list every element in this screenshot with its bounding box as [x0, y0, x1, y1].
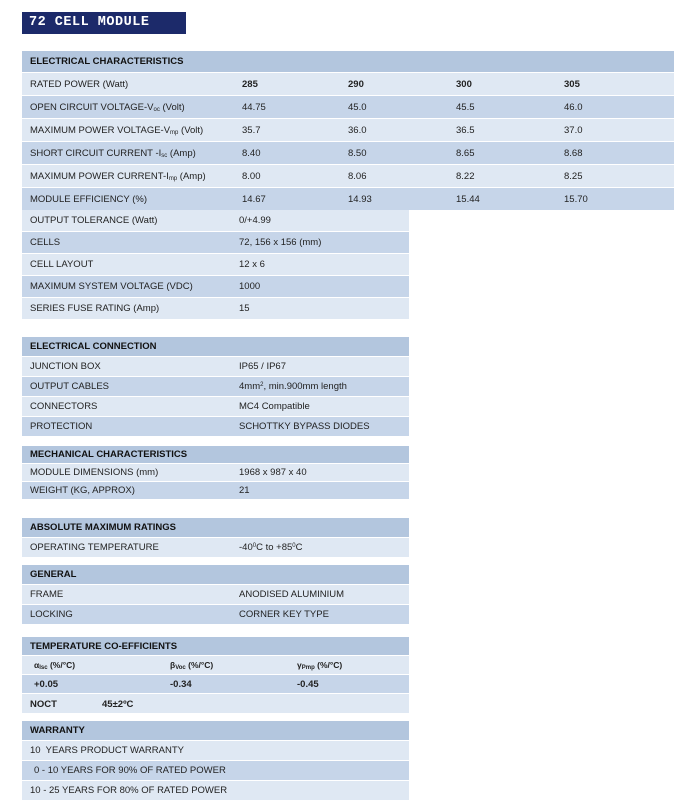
power-300: 300: [456, 79, 472, 90]
row-label: LOCKING: [30, 609, 73, 620]
section-header: [22, 637, 409, 656]
value: SCHOTTKY BYPASS DIODES: [239, 421, 370, 432]
value: 45.5: [456, 102, 475, 113]
row-label: CELLS: [30, 237, 61, 248]
row-label: OUTPUT CABLES: [30, 381, 110, 392]
value: $4mm^2$, min.900mm length: [239, 381, 347, 392]
table-row: [22, 605, 409, 625]
section-header: [22, 337, 409, 357]
value: 15: [239, 303, 250, 314]
table-row: [22, 538, 409, 558]
table-row: [22, 761, 409, 781]
row-label: SHORT CIRCUIT CURRENT $-I_{sc}$ (Amp): [30, 148, 196, 159]
value: 36.0: [348, 125, 367, 136]
table-row: [22, 119, 674, 142]
alpha-label: $\alpha_{Isc}$ (%/°C): [34, 660, 76, 671]
table-row: [22, 464, 409, 482]
value: 8.22: [456, 171, 475, 182]
value: ANODISED ALUMINIUM: [239, 589, 345, 600]
table-row: [22, 417, 409, 437]
row-label: CONNECTORS: [30, 401, 98, 412]
table-row: [22, 210, 409, 232]
mechanical-characteristics-table: [22, 446, 409, 500]
table-row: [22, 254, 409, 276]
beta-label: $\beta_{Voc}$ (%/°C): [170, 660, 214, 671]
value: CORNER KEY TYPE: [239, 609, 329, 620]
table-row: [22, 96, 674, 119]
value: 12 x 6: [239, 259, 265, 270]
value: 8.25: [564, 171, 583, 182]
gamma-label: $\gamma_{Pmp}$ (%/°C): [297, 660, 343, 671]
section-title: TEMPERATURE CO-EFFICIENTS: [30, 641, 178, 652]
section-title: GENERAL: [30, 569, 77, 580]
table-row: [22, 165, 674, 188]
table-row: [22, 694, 409, 714]
section-header: [22, 518, 409, 538]
row-label: MODULE EFFICIENCY (%): [30, 194, 148, 205]
section-title: ELECTRICAL CONNECTION: [30, 341, 157, 352]
electrical-connection-table: [22, 337, 409, 437]
absolute-maximum-ratings-table: [22, 518, 409, 558]
warranty-text: 10 - 25 YEARS FOR 80% OF RATED POWER: [30, 785, 228, 796]
row-label: SERIES FUSE RATING (Amp): [30, 303, 160, 314]
noct-value: 45±2ºC: [102, 699, 134, 710]
value: MC4 Compatible: [239, 401, 310, 412]
section-title: WARRANTY: [30, 725, 85, 736]
temperature-coefficients-table: [22, 637, 409, 714]
value: 1968 x 987 x 40: [239, 467, 307, 478]
value: 36.5: [456, 125, 475, 136]
power-305: 305: [564, 79, 580, 90]
value: 0/+4.99: [239, 215, 271, 226]
row-label: CELL LAYOUT: [30, 259, 94, 270]
row-label: MAXIMUM POWER CURRENT-$I_{mp}$ (Amp): [30, 171, 206, 182]
value: 14.67: [242, 194, 266, 205]
section-title: ELECTRICAL CHARACTERISTICS: [30, 56, 184, 67]
table-row: [22, 357, 409, 377]
value: 72, 156 x 156 (mm): [239, 237, 322, 248]
table-row: [22, 781, 409, 801]
value: 45.0: [348, 102, 367, 113]
table-row: [22, 188, 674, 211]
noct-label: NOCT: [30, 699, 57, 710]
value: 8.68: [564, 148, 583, 159]
value: $-40^0C$ to $+85^0C$: [239, 542, 303, 553]
power-290: 290: [348, 79, 364, 90]
value: 8.40: [242, 148, 261, 159]
value: 8.65: [456, 148, 475, 159]
value: IP65 / IP67: [239, 361, 287, 372]
warranty-text: 10 YEARS PRODUCT WARRANTY: [30, 745, 184, 756]
general-table: [22, 565, 409, 625]
table-row: [22, 397, 409, 417]
table-row: [22, 377, 409, 397]
table-row: [22, 276, 409, 298]
power-285: 285: [242, 79, 258, 90]
gamma-value: -0.45: [297, 679, 319, 690]
value: 1000: [239, 281, 261, 292]
warranty-table: [22, 721, 409, 801]
value: 14.93: [348, 194, 372, 205]
row-label: PROTECTION: [30, 421, 93, 432]
electrical-characteristics-table: [22, 51, 674, 211]
page-title: 72 CELL MODULE: [22, 12, 186, 34]
table-row: [22, 73, 674, 96]
section-header: [22, 446, 409, 464]
value: 8.00: [242, 171, 261, 182]
value: 35.7: [242, 125, 261, 136]
table-row: [22, 298, 409, 320]
row-label: MAXIMUM SYSTEM VOLTAGE (VDC): [30, 281, 193, 292]
value: 15.70: [564, 194, 588, 205]
value: 44.75: [242, 102, 266, 113]
section-header: [22, 565, 409, 585]
alpha-value: +0.05: [34, 679, 59, 690]
warranty-text: 0 - 10 YEARS FOR 90% OF RATED POWER: [34, 765, 226, 776]
electrical-extra-table: [22, 210, 409, 320]
value: 15.44: [456, 194, 480, 205]
row-label: MAXIMUM POWER VOLTAGE-$V_{mp}$ (Volt): [30, 125, 204, 136]
row-label: OPEN CIRCUIT VOLTAGE-$V_{oc}$ (Volt): [30, 102, 185, 113]
row-label: OUTPUT TOLERANCE (Watt): [30, 215, 158, 226]
value: 46.0: [564, 102, 583, 113]
value: 8.06: [348, 171, 367, 182]
table-row: [22, 232, 409, 254]
value: 21: [239, 485, 250, 496]
section-title: MECHANICAL CHARACTERISTICS: [30, 449, 188, 460]
section-title: ABSOLUTE MAXIMUM RATINGS: [30, 522, 177, 533]
row-label: FRAME: [30, 589, 64, 600]
table-row: [22, 741, 409, 761]
row-label: OPERATING TEMPERATURE: [30, 542, 159, 553]
row-label: WEIGHT (KG, APPROX): [30, 485, 135, 496]
section-header: [22, 51, 674, 73]
table-row: [22, 656, 409, 675]
row-label: JUNCTION BOX: [30, 361, 101, 372]
table-row: [22, 142, 674, 165]
section-header: [22, 721, 409, 741]
table-row: [22, 675, 409, 694]
row-label: RATED POWER (Watt): [30, 79, 129, 90]
value: 37.0: [564, 125, 583, 136]
table-row: [22, 585, 409, 605]
value: 8.50: [348, 148, 367, 159]
row-label: MODULE DIMENSIONS (mm): [30, 467, 159, 478]
beta-value: -0.34: [170, 679, 192, 690]
table-row: [22, 482, 409, 500]
